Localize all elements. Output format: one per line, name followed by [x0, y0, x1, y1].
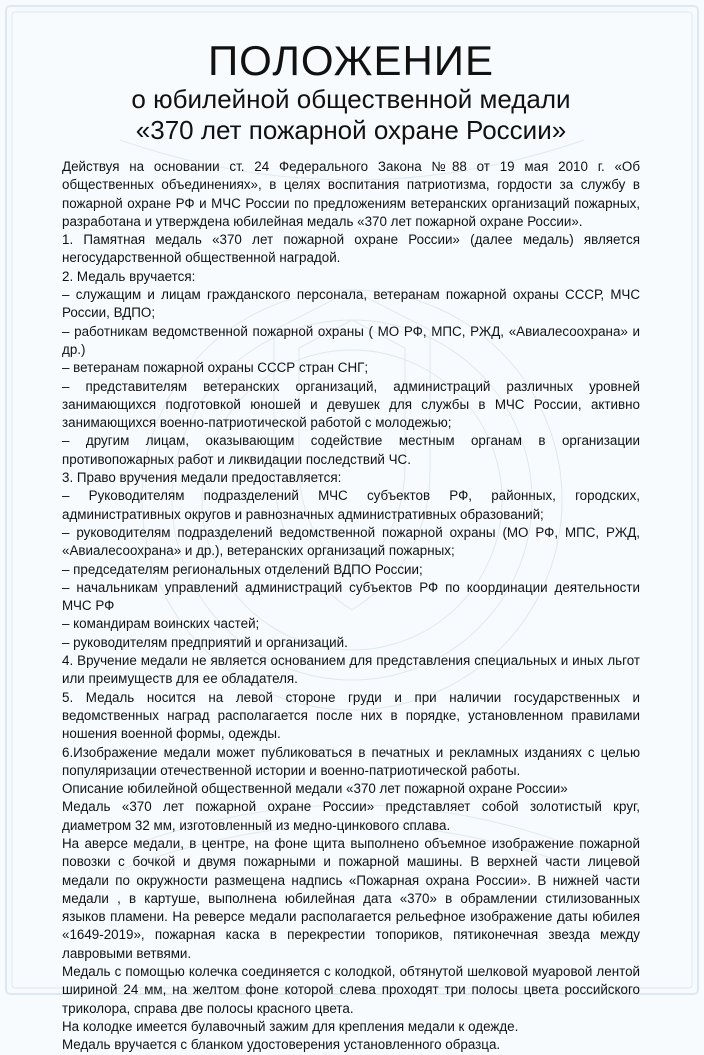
- paragraph-item-2-heading: 2. Медаль вручается:: [62, 268, 196, 284]
- list-item: – другим лицам, оказывающим содействие местным органам в организации противопожарных работ и ликвидации последствий ЧС.: [62, 433, 640, 467]
- document: [62, 38, 640, 1055]
- list-item: – командирам воинских частей;: [62, 616, 260, 632]
- paragraph-item-1: 1. Памятная медаль «370 лет пожарной охране России» (далее медаль) является негосударственной общественной наградой.: [62, 232, 640, 266]
- paragraph-item-5: 5. Медаль носится на левой стороне груди и при наличии государственных и ведомственных наград располагается после них в порядке, установленном правилами ношения военной формы, одежды.: [62, 689, 640, 742]
- paragraph-preamble: Действуя на основании ст. 24 Федерального Закона №88 от 19 мая 2010 г. «Об общественных объединениях», в целях воспитания патриотизма, гордости за службу в пожарной охране РФ и МЧС России по предложениям ветеранских организаций пожарных, разработана и утверждена юбилейная медаль «370 лет пожарной охране России».: [62, 159, 640, 229]
- list-item: – ветеранам пожарной охраны СССР стран СНГ;: [62, 360, 369, 376]
- list-item: – начальникам управлений администраций субъектов РФ по координации деятельности МЧС РФ: [62, 579, 640, 614]
- list-item: – руководителям предприятий и организаций.: [62, 634, 348, 650]
- paragraph-item-6: 6.Изображение медали может публиковаться в печатных и рекламных изданиях с целью популяризации отечественной истории и военно-патриотической работы.: [62, 744, 640, 778]
- document-subtitle-line2: «370 лет пожарной охране России»: [135, 115, 567, 145]
- paragraph-item-4: 4. Вручение медали не является основанием для представления специальных и иных льгот или преимуществ для ее обладателя.: [62, 653, 640, 687]
- description-paragraph: Медаль «370 лет пожарной охране России» представляет собой золотистый круг, диаметром 32 мм, изготовленный из медно-цинкового сплава.: [62, 799, 640, 833]
- document-body: [62, 158, 640, 1055]
- list-item: – работникам ведомственной пожарной охраны ( МО РФ, МПС, РЖД, «Авиалесоохрана» и др.): [62, 323, 640, 357]
- description-paragraph: На аверсе медали, в центре, на фоне щита выполнено объемное изображение пожарной повозки с бочкой и двумя пожарными и пожарной машины. В верхней части лицевой медали по окружности размещена надпись «Пожарная охрана России». В нижней части медали , в картуше, выполнена юбилейная дата «370» в обрамлении стилизованных языков пламени. На реверсе медали располагается рельефное изображение даты юбилея «1649-2019», пожарная каска в перекрестии топориков, пятиконечная звезда между лавровыми ветвями.: [62, 835, 640, 961]
- list-item: – председателям региональных отделений ВДПО России;: [62, 561, 423, 577]
- paragraph-item-3-heading: 3. Право вручения медали предоставляется:: [62, 470, 342, 486]
- description-paragraph: На колодке имеется булавочный зажим для крепления медали к одежде.: [62, 1018, 519, 1034]
- description-paragraph: Медаль с помощью колечка соединяется с колодкой, обтянутой шелковой муаровой лентой шириной 24 мм, на желтом фоне которой слева проходят три полосы цвета российского триколора, справа две полосы красного цвета.: [62, 964, 640, 1016]
- list-item: – служащим и лицам гражданского персонала, ветеранам пожарной охраны СССР, МЧС России, ВДПО;: [62, 287, 640, 321]
- document-title: ПОЛОЖЕНИЕ: [207, 37, 495, 84]
- list-item: – руководителям подразделений ведомственной пожарной охраны (МО РФ, МПС, РЖД, «Авиалесоохрана» и др.), ветеранских организаций пожарных;: [62, 524, 640, 559]
- list-item: – представителям ветеранских организаций, администраций различных уровней занимающихся подготовкой юношей и девушек для службы в МЧС России, активно занимающихся военно-патриотической работой с молодежью;: [62, 378, 640, 431]
- description-paragraph: Медаль вручается с бланком удостоверения установленного образца.: [62, 1037, 501, 1053]
- list-item: – Руководителям подразделений МЧС субъектов РФ, районных, городских, административных округов и равнозначных административных образований;: [62, 488, 640, 522]
- document-subtitle-line1: о юбилейной общественной медали: [131, 84, 571, 114]
- description-heading: Описание юбилейной общественной медали «370 лет пожарной охране России»: [62, 781, 568, 797]
